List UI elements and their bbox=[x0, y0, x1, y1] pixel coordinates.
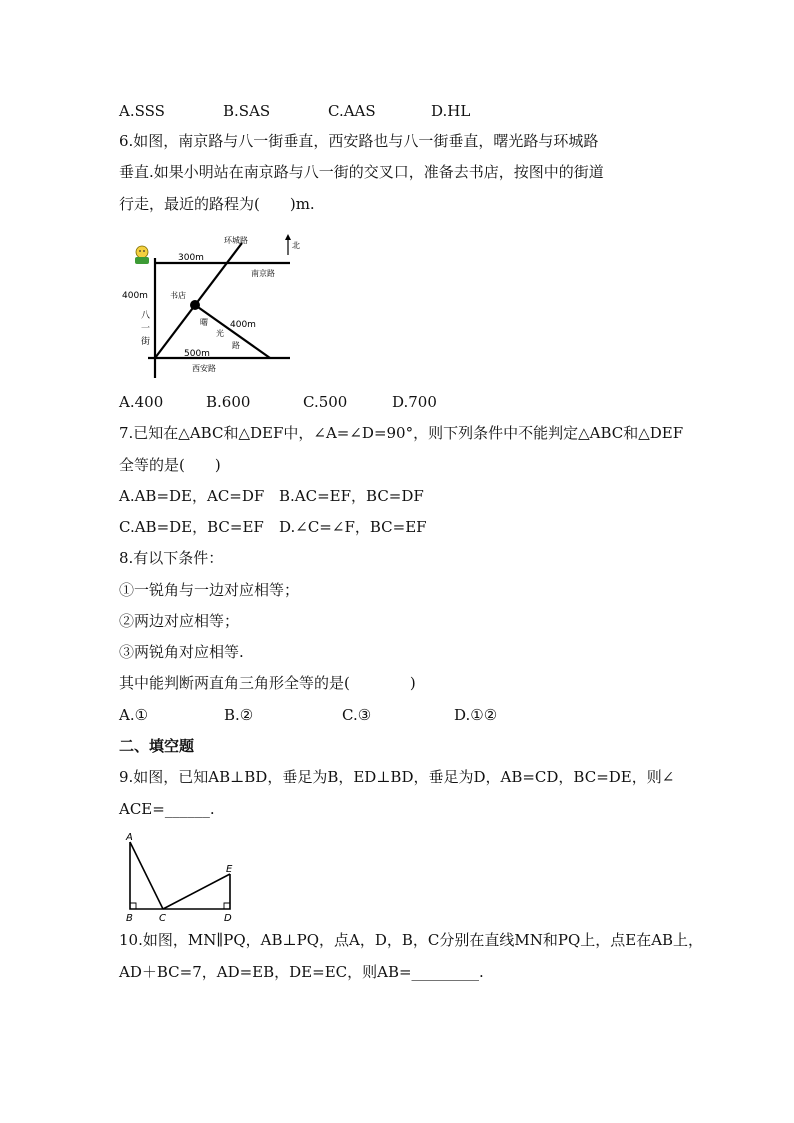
q8-option-c[interactable]: C.③ bbox=[342, 706, 372, 724]
label-north: 北 bbox=[292, 241, 300, 250]
label-400m-right: 400m bbox=[230, 320, 256, 330]
label-bookstore: 书店 bbox=[170, 291, 186, 300]
point-label-b: B bbox=[126, 913, 133, 924]
q6-option-c[interactable]: C.500 bbox=[303, 393, 348, 411]
q9-triangle-figure bbox=[118, 830, 248, 924]
q7-stem-line1: 7.已知在△ABC和△DEF中，∠A=∠D=90°，则下列条件中不能判定△ABC和△DEF bbox=[119, 424, 684, 442]
label-ring-road: 环城路 bbox=[224, 236, 248, 245]
q7-option-c[interactable]: C.AB=DE，BC=EF bbox=[119, 518, 264, 536]
q6-stem-line1: 6.如图，南京路与八一街垂直，西安路也与八一街垂直，曙光路与环城路 bbox=[119, 132, 599, 150]
q8-option-a[interactable]: A.① bbox=[119, 706, 149, 724]
q8-option-b[interactable]: B.② bbox=[224, 706, 254, 724]
q6-stem-line2: 垂直.如果小明站在南京路与八一街的交叉口，准备去书店，按图中的街道 bbox=[119, 163, 604, 181]
q6-option-a[interactable]: A.400 bbox=[119, 393, 164, 411]
q5-option-b[interactable]: B.SAS bbox=[223, 102, 271, 120]
label-shuguang-1: 曙 bbox=[200, 318, 208, 327]
q8-condition-3: ③两锐角对应相等. bbox=[119, 643, 244, 661]
point-label-d: D bbox=[224, 913, 232, 924]
q9-segment-ac bbox=[130, 842, 163, 909]
right-angle-b-icon bbox=[130, 903, 136, 909]
label-nanjing-road: 南京路 bbox=[251, 269, 275, 278]
q9-stem-line2: ACE=______. bbox=[119, 800, 215, 818]
label-xian-road: 西安路 bbox=[192, 364, 216, 373]
q7-option-b[interactable]: B.AC=EF，BC=DF bbox=[279, 487, 424, 505]
q9-segment-ce bbox=[163, 874, 230, 909]
q8-condition-2: ②两边对应相等； bbox=[119, 612, 240, 630]
q7-stem-line2: 全等的是( ) bbox=[119, 456, 221, 474]
right-angle-d-icon bbox=[224, 903, 230, 909]
q6-stem-line3: 行走，最近的路程为( )m. bbox=[119, 195, 315, 213]
label-bayi-1: 八 bbox=[141, 311, 151, 321]
q10-stem-line1: 10.如图，MN∥PQ，AB⊥PQ，点A，D，B，C分别在直线MN和PQ上，点E在AB上， bbox=[119, 931, 704, 949]
q10-stem-line2: AD＋BC=7，AD=EB，DE=EC，则AB=_________. bbox=[119, 963, 484, 981]
q8-condition-1: ①一锐角与一边对应相等； bbox=[119, 581, 300, 599]
section-fill-blank-title: 二、填空题 bbox=[119, 737, 195, 755]
q6-option-d[interactable]: D.700 bbox=[392, 393, 437, 411]
label-bayi-3: 街 bbox=[141, 337, 151, 347]
label-shuguang-3: 路 bbox=[232, 341, 240, 350]
q5-option-c[interactable]: C.AAS bbox=[328, 102, 376, 120]
label-400m-left: 400m bbox=[122, 291, 148, 301]
q5-option-a[interactable]: A.SSS bbox=[119, 102, 165, 120]
label-bayi-2: 一 bbox=[141, 324, 151, 334]
q7-option-d[interactable]: D.∠C=∠F，BC=EF bbox=[279, 518, 427, 536]
q8-option-d[interactable]: D.①② bbox=[454, 706, 498, 724]
bookstore-point bbox=[190, 300, 200, 310]
label-500m: 500m bbox=[184, 349, 210, 359]
point-label-e: E bbox=[226, 864, 233, 875]
xiaoming-avatar-icon bbox=[135, 246, 149, 264]
q9-stem-line1: 9.如图，已知AB⊥BD，垂足为B，ED⊥BD，垂足为D，AB=CD，BC=DE，则∠ bbox=[119, 768, 675, 786]
q9-base-lines bbox=[130, 842, 230, 909]
label-shuguang-2: 光 bbox=[216, 329, 224, 338]
q6-street-map-figure bbox=[118, 228, 318, 386]
q6-option-b[interactable]: B.600 bbox=[206, 393, 251, 411]
q7-option-a[interactable]: A.AB=DE，AC=DF bbox=[119, 487, 265, 505]
q8-stem-line1: 8.有以下条件： bbox=[119, 549, 224, 567]
q8-stem-line2: 其中能判断两直角三角形全等的是( ) bbox=[119, 674, 416, 692]
point-label-c: C bbox=[159, 913, 166, 924]
q5-option-d[interactable]: D.HL bbox=[431, 102, 471, 120]
label-300m: 300m bbox=[178, 253, 204, 263]
point-label-a: A bbox=[126, 832, 133, 843]
